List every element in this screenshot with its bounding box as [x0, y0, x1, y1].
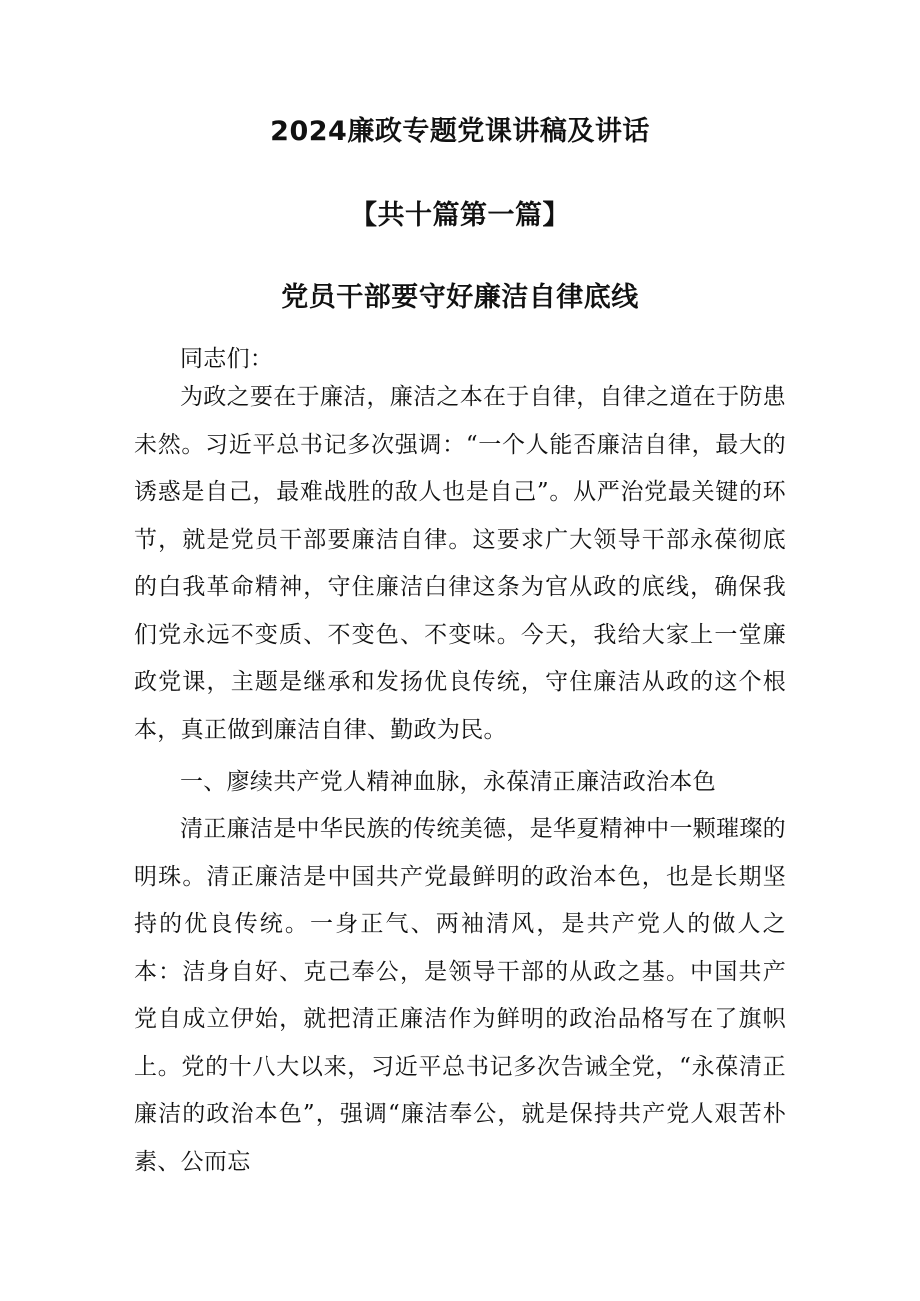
section-heading-block-1 [134, 759, 786, 807]
paragraph-block-1 [134, 374, 786, 754]
section-heading-1: 一、廖续共产党人精神血脉，永葆清正廉洁政治本色 [180, 769, 716, 795]
document-heading: 党员干部要守好廉洁自律底线 [281, 282, 639, 313]
salutation: 同志们： [180, 346, 274, 372]
paragraph-2: 清正廉洁是中华民族的传统美德，是华夏精神中一颗璀璨的明珠。清正廉洁是中国共产党最鲜明的政治本色，也是长期坚持的优良传统。一身正气、两袖清风，是共产党人的做人之本：洁身自好、克己奉公，是领导干部的从政之基。中国共产党自成立伊始，就把清正廉洁作为鲜明的政治品格写在了旗帜上。党的十八大以来，习近平总书记多次告诫全党，“永葆清正廉洁的政治本色”，强调“廉洁奉公，就是保持共产党人艰苦朴素、公而忘 [134, 816, 786, 1175]
paragraph-block-2 [134, 806, 786, 1186]
document-subtitle: 【共十篇第一篇】 [350, 200, 570, 231]
document-title: 2024廉政专题党课讲稿及讲话 [270, 116, 650, 147]
paragraph-1: 为政之要在于廉洁，廉洁之本在于自律，自律之道在于防患未然。习近平总书记多次强调：“一个人能否廉洁自律，最大的诱惑是自己，最难战胜的敌人也是自己”。从严治党最关键的环节，就是党员干部要廉洁自律。这要求广大领导干部永葆彻底的白我革命精神，守住廉洁白律这条为官从政的底线，确保我们党永远不变质、不变色、不变味。今天，我给大家上一堂廉政党课，主题是继承和发扬优良传统，守住廉洁从政的这个根本，真正做到廉洁自律、勤政为民。 [134, 384, 786, 743]
